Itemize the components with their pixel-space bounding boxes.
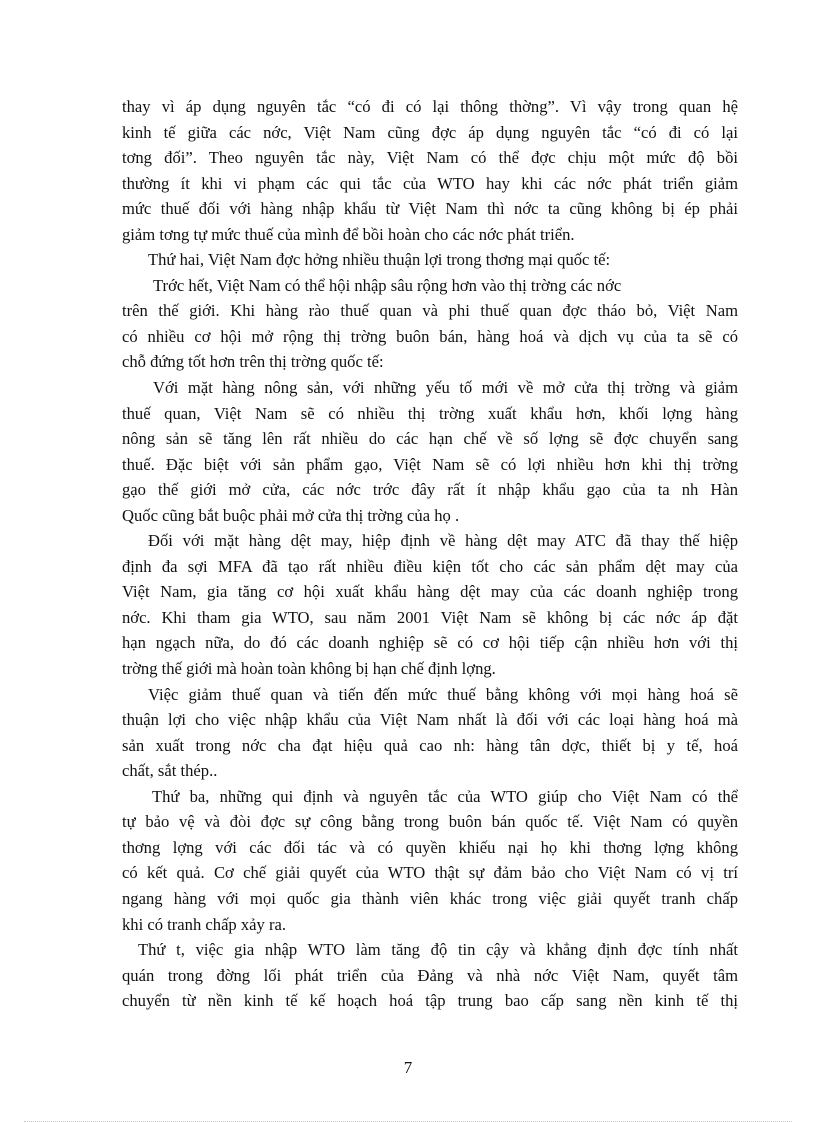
text-line: kinh tế giữa các nớc, Việt Nam cũng đợc áp dụng nguyên tắc “có đi có lại (122, 122, 738, 142)
text-line: ngang hàng với mọi quốc gia thành viên khác trong việc giải quyết tranh chấp (122, 888, 738, 908)
text-line: thuận lợi cho việc nhập khẩu của Việt Nam nhất là đối với các loại hàng hoá mà (122, 710, 738, 730)
text-line: trờng thế giới mà hoàn toàn không bị hạn chế định lợng. (122, 659, 496, 679)
page-number: 7 (403, 1058, 413, 1077)
text-line: Với mặt hàng nông sản, với những yếu tố mới về mở cửa thị trờng và giảm (153, 378, 738, 398)
text-line: trên thế giới. Khi hàng rào thuế quan và phi thuế quan đợc tháo bỏ, Việt Nam (122, 301, 738, 321)
body-text (122, 94, 738, 1014)
text-line: chỗ đứng tốt hơn trên thị trờng quốc tế: (122, 352, 384, 372)
text-line: Thứ hai, Việt Nam đợc hởng nhiều thuận lợi trong thơng mại quốc tế: (148, 250, 611, 270)
text-line: tơng đối”. Theo nguyên tắc này, Việt Nam có thể đợc chịu một mức độ bồi (122, 148, 738, 168)
text-line: hạn ngạch nữa, do đó các doanh nghiệp sẽ có cơ hội tiếp cận nhiều hơn với thị (122, 633, 738, 653)
text-line: thường ít khi vi phạm các qui tắc của WTO hay khi các nớc phát triển giảm (122, 173, 738, 193)
text-line: chuyển từ nền kinh tế kế hoạch hoá tập trung bao cấp sang nền kinh tế thị (122, 991, 738, 1011)
text-line: gạo thế giới mở cửa, các nớc trớc đây rất ít nhập khẩu gạo của ta nh Hàn (122, 480, 738, 500)
text-line: Trớc hết, Việt Nam có thể hội nhập sâu rộng hơn vào thị trờng các nớc (153, 275, 622, 295)
text-line: Thứ ba, những qui định và nguyên tắc của WTO giúp cho Việt Nam có thể (152, 786, 738, 806)
text-line: khi có tranh chấp xảy ra. (122, 914, 287, 934)
text-line: sản xuất trong nớc cha đạt hiệu quả cao nh: hàng tân dợc, thiết bị y tế, hoá (122, 735, 738, 755)
text-line: có kết quả. Cơ chế giải quyết của WTO thật sự đảm bảo cho Việt Nam có vị trí (122, 863, 738, 883)
text-line: Thứ t, việc gia nhập WTO làm tăng độ tin cậy và khẳng định đợc tính nhất (138, 940, 738, 960)
text-line: mức thuế đối với hàng nhập khẩu từ Việt Nam thì nớc ta cũng không bị ép phải (122, 199, 738, 219)
text-line: chất, sắt thép.. (122, 761, 218, 781)
text-line: giảm tơng tự mức thuế của mình để bồi hoàn cho các nớc phát triển. (122, 224, 575, 244)
text-line: Đối với mặt hàng dệt may, hiệp định về hàng dệt may ATC đã thay thế hiệp (148, 531, 738, 551)
text-line: định đa sợi MFA đã tạo rất nhiều điều kiện tốt cho các sản phẩm dệt may của (122, 556, 738, 576)
text-line: thay vì áp dụng nguyên tắc “có đi có lại thông thờng”. Vì vậy trong quan hệ (122, 97, 738, 116)
text-line: có nhiều cơ hội mở rộng thị trờng buôn bán, hàng hoá và dịch vụ của ta sẽ có (122, 326, 738, 346)
text-line: quán trong đờng lối phát triển của Đảng và nhà nớc Việt Nam, quyết tâm (122, 965, 738, 985)
page-bottom-border (24, 1121, 792, 1122)
text-line: nớc. Khi tham gia WTO, sau năm 2001 Việt Nam sẽ không bị các nớc áp đặt (122, 607, 738, 627)
text-line: tự bảo vệ và đòi đợc sự công bằng trong buôn bán quốc tế. Việt Nam có quyền (122, 812, 738, 832)
text-line: Quốc cũng bắt buộc phải mở cửa thị trờng của họ . (122, 505, 460, 525)
text-line: thuế. Đặc biệt với sản phẩm gạo, Việt Nam sẽ có lợi nhiều hơn khi thị trờng (122, 454, 738, 474)
text-line: thuế quan, Việt Nam sẽ có nhiều thị trờng xuất khẩu hơn, khối lợng hàng (122, 403, 738, 423)
text-line: Việc giảm thuế quan và tiến đến mức thuế bằng không với mọi hàng hoá sẽ (148, 684, 738, 704)
text-line: nông sản sẽ tăng lên rất nhiều do các hạn chế về số lợng sẽ đợc chuyển sang (122, 429, 738, 449)
text-line: thơng lợng với các đối tác và có quyền khiếu nại họ khi thơng lợng không (122, 837, 738, 857)
text-line: Việt Nam, gia tăng cơ hội xuất khẩu hàng dệt may của các doanh nghiệp trong (122, 582, 738, 602)
